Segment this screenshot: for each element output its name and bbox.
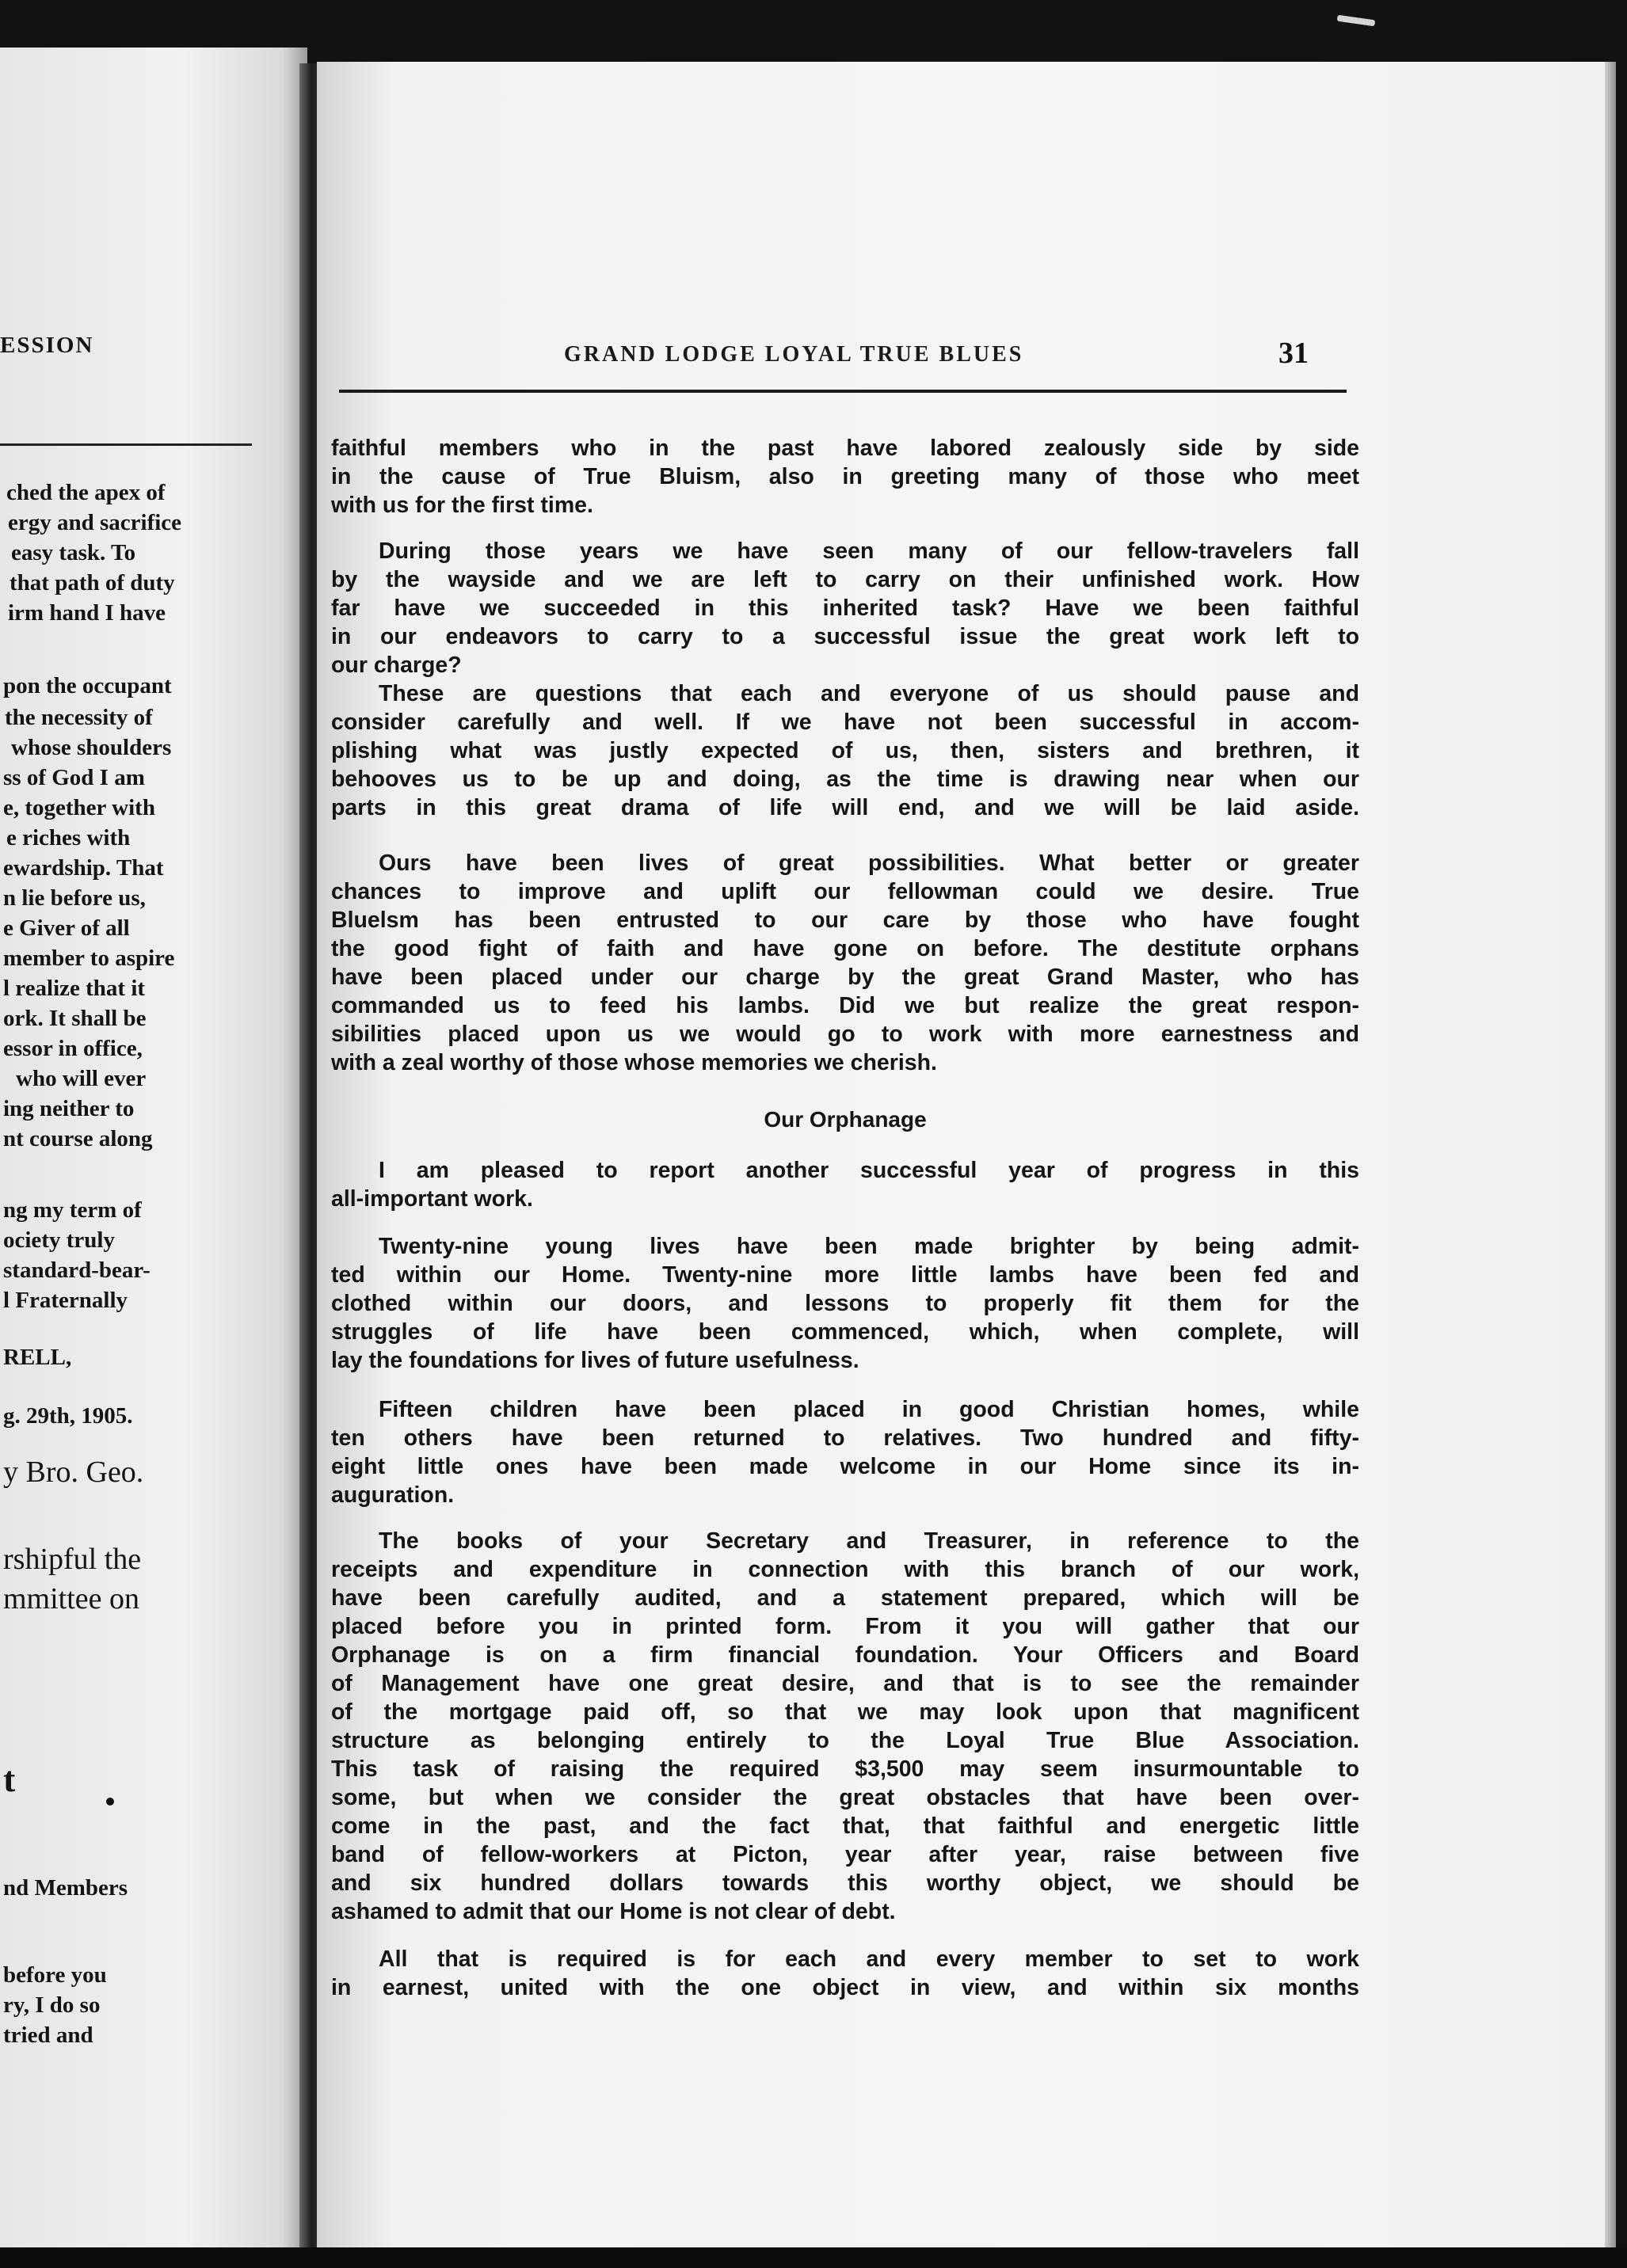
left-line: ss of God I am (3, 765, 145, 790)
left-line: rshipful the (3, 1543, 142, 1576)
body-line: our charge? (331, 653, 462, 678)
body-line: in the cause of True Bluism, also in greeting many of those who meet (331, 464, 1359, 489)
body-line: I am pleased to report another successful year of progress in this (379, 1158, 1359, 1183)
header-rule (339, 390, 1347, 393)
body-line: of the mortgage paid off, so that we may look upon that magnificent (331, 1699, 1359, 1725)
page-number: 31 (1278, 337, 1309, 370)
body-line: with us for the first time. (331, 493, 593, 518)
left-line: ork. It shall be (3, 1006, 147, 1031)
body-line: some, but when we consider the great obstacles that have been over- (331, 1785, 1359, 1810)
body-line: auguration. (331, 1482, 455, 1508)
body-line: structure as belonging entirely to the Loyal True Blue Association. (331, 1728, 1359, 1753)
body-line: all-important work. (331, 1186, 533, 1212)
body-line: and six hundred dollars towards this worthy object, we should be (331, 1870, 1359, 1896)
section-heading: Our Orphanage (764, 1107, 927, 1132)
left-line: standard-bear- (3, 1258, 151, 1283)
left-page (0, 48, 307, 2265)
scan-bottom-edge (0, 2247, 1627, 2268)
left-line: ergy and sacrifice (8, 510, 182, 535)
left-line: easy task. To (11, 540, 136, 565)
body-line: All that is required is for each and every member to set to work (379, 1946, 1359, 1972)
left-line: g. 29th, 1905. (3, 1403, 133, 1429)
body-line: behooves us to be up and doing, as the time is drawing near when our (331, 767, 1359, 792)
left-line: ociety truly (3, 1227, 115, 1253)
body-line: Twenty-nine young lives have been made brighter by being admit- (379, 1234, 1359, 1259)
left-line: that path of duty (10, 570, 175, 596)
body-line: by the wayside and we are left to carry on their unfinished work. How (331, 567, 1359, 592)
body-line: far have we succeeded in this inherited task? Have we been faithful (331, 596, 1359, 621)
body-line: placed before you in printed form. From it you will gather that our (331, 1614, 1359, 1639)
body-line: eight little ones have been made welcome in our Home since its in- (331, 1454, 1359, 1479)
body-line: ten others have been returned to relatives. Two hundred and fifty- (331, 1425, 1359, 1451)
body-line: with a zeal worthy of those whose memories we cherish. (331, 1050, 937, 1075)
body-line: parts in this great drama of life will end, and we will be laid aside. (331, 795, 1359, 820)
body-line: Bluelsm has been entrusted to our care by those who have fought (331, 908, 1359, 933)
body-line: clothed within our doors, and lessons to properly fit them for the (331, 1291, 1359, 1316)
left-line: e Giver of all (3, 915, 130, 941)
left-line: tried and (3, 2023, 93, 2048)
left-line: t (3, 1759, 16, 1799)
body-line: These are questions that each and everyone of us should pause and (379, 681, 1359, 706)
left-line: ng my term of (3, 1197, 142, 1223)
body-line: have been placed under our charge by the great Grand Master, who has (331, 965, 1359, 990)
left-header-rule (0, 443, 252, 446)
left-line: ing neither to (3, 1096, 135, 1121)
left-line: essor in office, (3, 1036, 143, 1061)
left-line: RELL, (3, 1345, 72, 1370)
body-line: in our endeavors to carry to a successful issue the great work left to (331, 624, 1359, 649)
body-line: have been carefully audited, and a statement prepared, which will be (331, 1585, 1359, 1611)
body-line: lay the foundations for lives of future usefulness. (331, 1348, 859, 1373)
body-line: come in the past, and the fact that, that faithful and energetic little (331, 1813, 1359, 1839)
body-line: Orphanage is on a firm financial foundation. Your Officers and Board (331, 1642, 1359, 1668)
body-line: receipts and expenditure in connection with this branch of our work, (331, 1557, 1359, 1582)
left-line: pon the occupant (3, 673, 172, 698)
left-line: the necessity of (5, 705, 153, 730)
left-line: irm hand I have (8, 600, 166, 626)
body-line: of Management have one great desire, and that is to see the remainder (331, 1671, 1359, 1696)
left-line: member to aspire (3, 946, 175, 971)
body-line: in earnest, united with the one object in view, and within six months (331, 1975, 1359, 2000)
left-line: who will ever (16, 1066, 147, 1091)
left-line: ewardship. That (3, 855, 164, 881)
left-line: ry, I do so (3, 1992, 101, 2018)
body-line: During those years we have seen many of our fellow-travelers fall (379, 538, 1359, 564)
body-line: faithful members who in the past have labored zealously side by side (331, 436, 1359, 461)
left-line: l realize that it (3, 976, 146, 1001)
body-line: struggles of life have been commenced, which, when complete, will (331, 1319, 1359, 1345)
left-line: e, together with (3, 795, 155, 820)
left-line: n lie before us, (3, 885, 146, 911)
body-line: ted within our Home. Twenty-nine more little lambs have been fed and (331, 1262, 1359, 1288)
left-line: l Fraternally (3, 1288, 128, 1313)
left-line: mmittee on (3, 1582, 140, 1615)
body-line: chances to improve and uplift our fellowman could we desire. True (331, 879, 1359, 904)
left-line: ched the apex of (6, 480, 166, 505)
left-dot (106, 1798, 114, 1806)
running-head: GRAND LODGE LOYAL TRUE BLUES (564, 342, 1024, 367)
body-line: Ours have been lives of great possibilities. What better or greater (379, 850, 1359, 876)
left-line: nt course along (3, 1126, 153, 1151)
left-line: nd Members (3, 1875, 128, 1901)
left-line: whose shoulders (11, 735, 172, 760)
body-line: This task of raising the required $3,500 may seem insurmountable to (331, 1756, 1359, 1782)
body-line: The books of your Secretary and Treasurer, in reference to the (379, 1528, 1359, 1554)
body-line: plishing what was justly expected of us, then, sisters and brethren, it (331, 738, 1359, 763)
left-line: before you (3, 1962, 107, 1988)
left-page-text (0, 48, 307, 2265)
body-line: ashamed to admit that our Home is not clear of debt. (331, 1899, 896, 1924)
left-running-head: ESSION (0, 333, 94, 358)
body-line: consider carefully and well. If we have not been successful in accom- (331, 710, 1359, 735)
left-line: e riches with (6, 825, 131, 850)
body-line: Fifteen children have been placed in good Christian homes, while (379, 1397, 1359, 1422)
body-line: the good fight of faith and have gone on before. The destitute orphans (331, 936, 1359, 961)
left-line: y Bro. Geo. (3, 1456, 144, 1489)
body-line: band of fellow-workers at Picton, year after year, raise between five (331, 1842, 1359, 1867)
body-line: commanded us to feed his lambs. Did we but realize the great respon- (331, 993, 1359, 1018)
body-line: sibilities placed upon us we would go to work with more earnestness and (331, 1022, 1359, 1047)
